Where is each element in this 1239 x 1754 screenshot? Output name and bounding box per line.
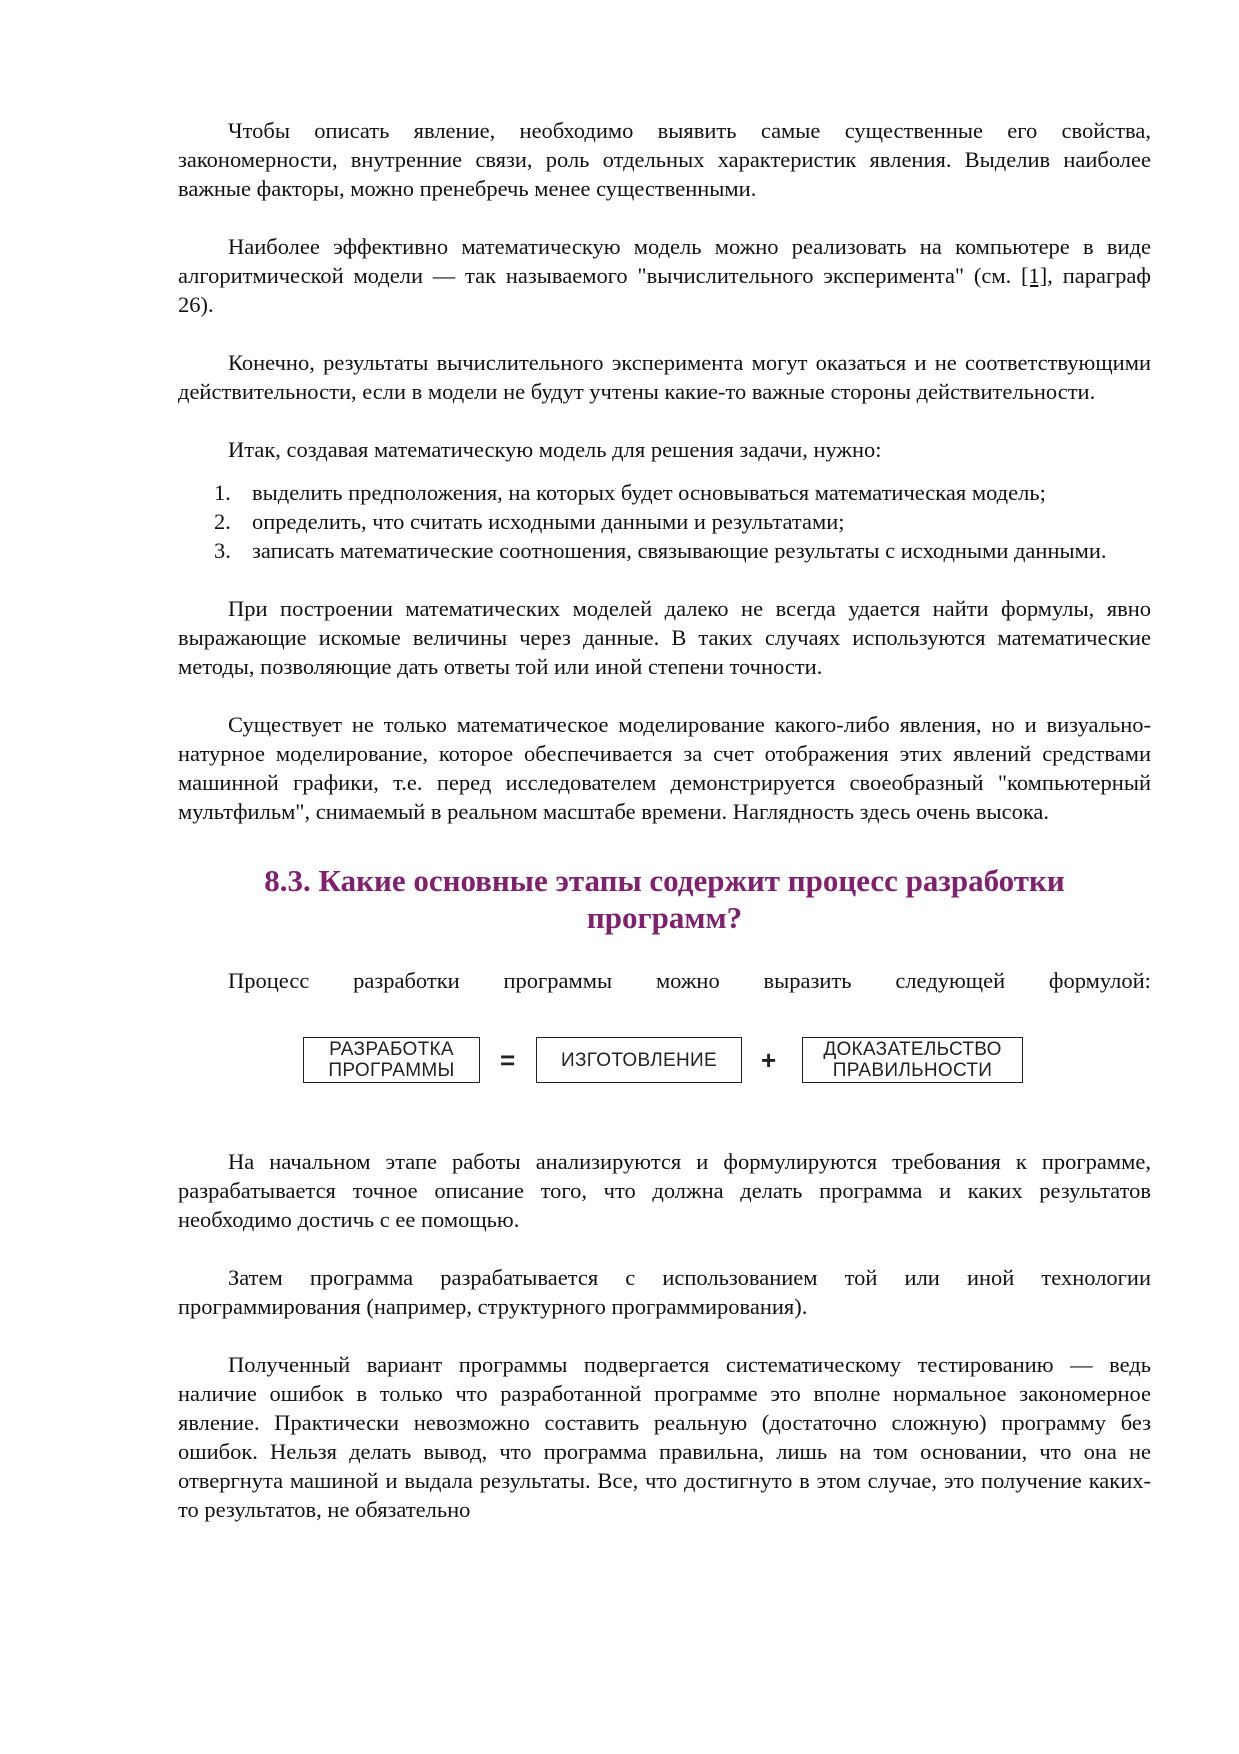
paragraph-experiment-results: Конечно, результаты вычислительного эксперимента могут оказаться и не соответствующими действительности, если в модели не будут учтены какие-то важные стороны действительности. [178,350,1151,404]
formula-equals-sign: = [500,1045,516,1075]
list-item-number: 3. [214,538,231,563]
paragraph-initial-stage: На начальном этапе работы анализируются и формулируются требования к программе, разрабатывается точное описание того, что должна делать программа и каких результатов необходимо достичь с ее помощью. [178,1149,1151,1232]
formula-box-program-development [303,1037,480,1083]
reference-link[interactable]: [1] [1021,263,1048,288]
list-item [178,507,1151,536]
formula-box-line: ДОКАЗАТЕЛЬСТВО [823,1039,1002,1060]
list-item [178,478,1151,507]
formula-plus-sign: + [761,1045,777,1075]
formula-intro-word: разработки [353,968,460,993]
list-item-number: 1. [214,480,231,505]
paragraph-visual-modeling: Существует не только математическое моделирование какого-либо явления, но и визуально-натурное моделирование, которое обеспечивается за счет отображения этих явлений средствами машинной графики, т.е. перед исследователем демонстрируется своеобразный "компьютерный мультфильм", снимаемый в реальном масштабе времени. Наглядность здесь очень высока. [178,712,1151,824]
model-steps-list [178,478,1151,565]
paragraph-phenomenon-description: Чтобы описать явление, необходимо выявить самые существенные его свойства, закономерности, внутренние связи, роль отдельных характеристик явления. Выделив наиболее важные факторы, можно пренебречь менее существенными. [178,118,1151,201]
formula-intro-word: Процесс [228,968,310,993]
formula-box-line: ПРОГРАММЫ [328,1060,455,1081]
page-content [178,116,1151,1553]
paragraph-formulas: При построении математических моделей далеко не всегда удается найти формулы, явно выражающие искомые величины через данные. В таких случаях используются математические методы, позволяющие дать ответы той или иной степени точности. [178,596,1151,679]
paragraph-technology: Затем программа разрабатывается с использованием той или иной технологии программирования (например, структурного программирования). [178,1265,1151,1319]
formula-intro-word: формулой: [1048,968,1151,993]
paragraph-text-after-link: , параграф 26). [178,263,1151,317]
development-formula-diagram [178,1037,1151,1127]
list-item-text: определить, что считать исходными данными и результатами; [252,509,845,534]
formula-box-line: ПРАВИЛЬНОСТИ [832,1060,993,1081]
formula-intro-word: выразить [763,968,852,993]
paragraph-text-before-link: Наиболее эффективно математическую модель можно реализовать на компьютере в виде алгоритмической модели — так называемого "вычислительного эксперимента" (см. [178,234,1151,288]
formula-box-correctness-proof [802,1037,1023,1083]
section-heading: 8.3. Какие основные этапы содержит процесс разработки программ? [264,863,1065,935]
list-item-text: выделить предположения, на которых будет основываться математическая модель; [252,480,1046,505]
formula-intro-word: следующей [895,968,1006,993]
formula-intro-word: программы [503,968,613,993]
formula-box-line: РАЗРАБОТКА [329,1039,454,1060]
paragraph-computational-experiment [178,232,1151,319]
list-item [178,536,1151,565]
formula-intro-word: можно [655,968,720,993]
list-item-number: 2. [214,509,231,534]
list-item-text: записать математические соотношения, связывающие результаты с исходными данными. [252,538,1107,563]
paragraph-testing: Полученный вариант программы подвергается систематическому тестированию — ведь наличие ошибок в только что разработанной программе это вполне нормальное закономерное явление. Практически невозможно составить реальную (достаточно сложную) программу без ошибок. Нельзя делать вывод, что программа правильна, лишь на том основании, что она не отвергнута машиной и выдала результаты. Все, что достигнуто в этом случае, это получение каких-то результатов, не обязательно [178,1352,1151,1522]
paragraph-model-steps-intro: Итак, создавая математическую модель для решения задачи, нужно: [228,437,882,462]
formula-box-manufacturing [536,1037,742,1083]
formula-box-line: ИЗГОТОВЛЕНИЕ [561,1049,717,1071]
paragraph-formula-intro [178,966,1151,995]
